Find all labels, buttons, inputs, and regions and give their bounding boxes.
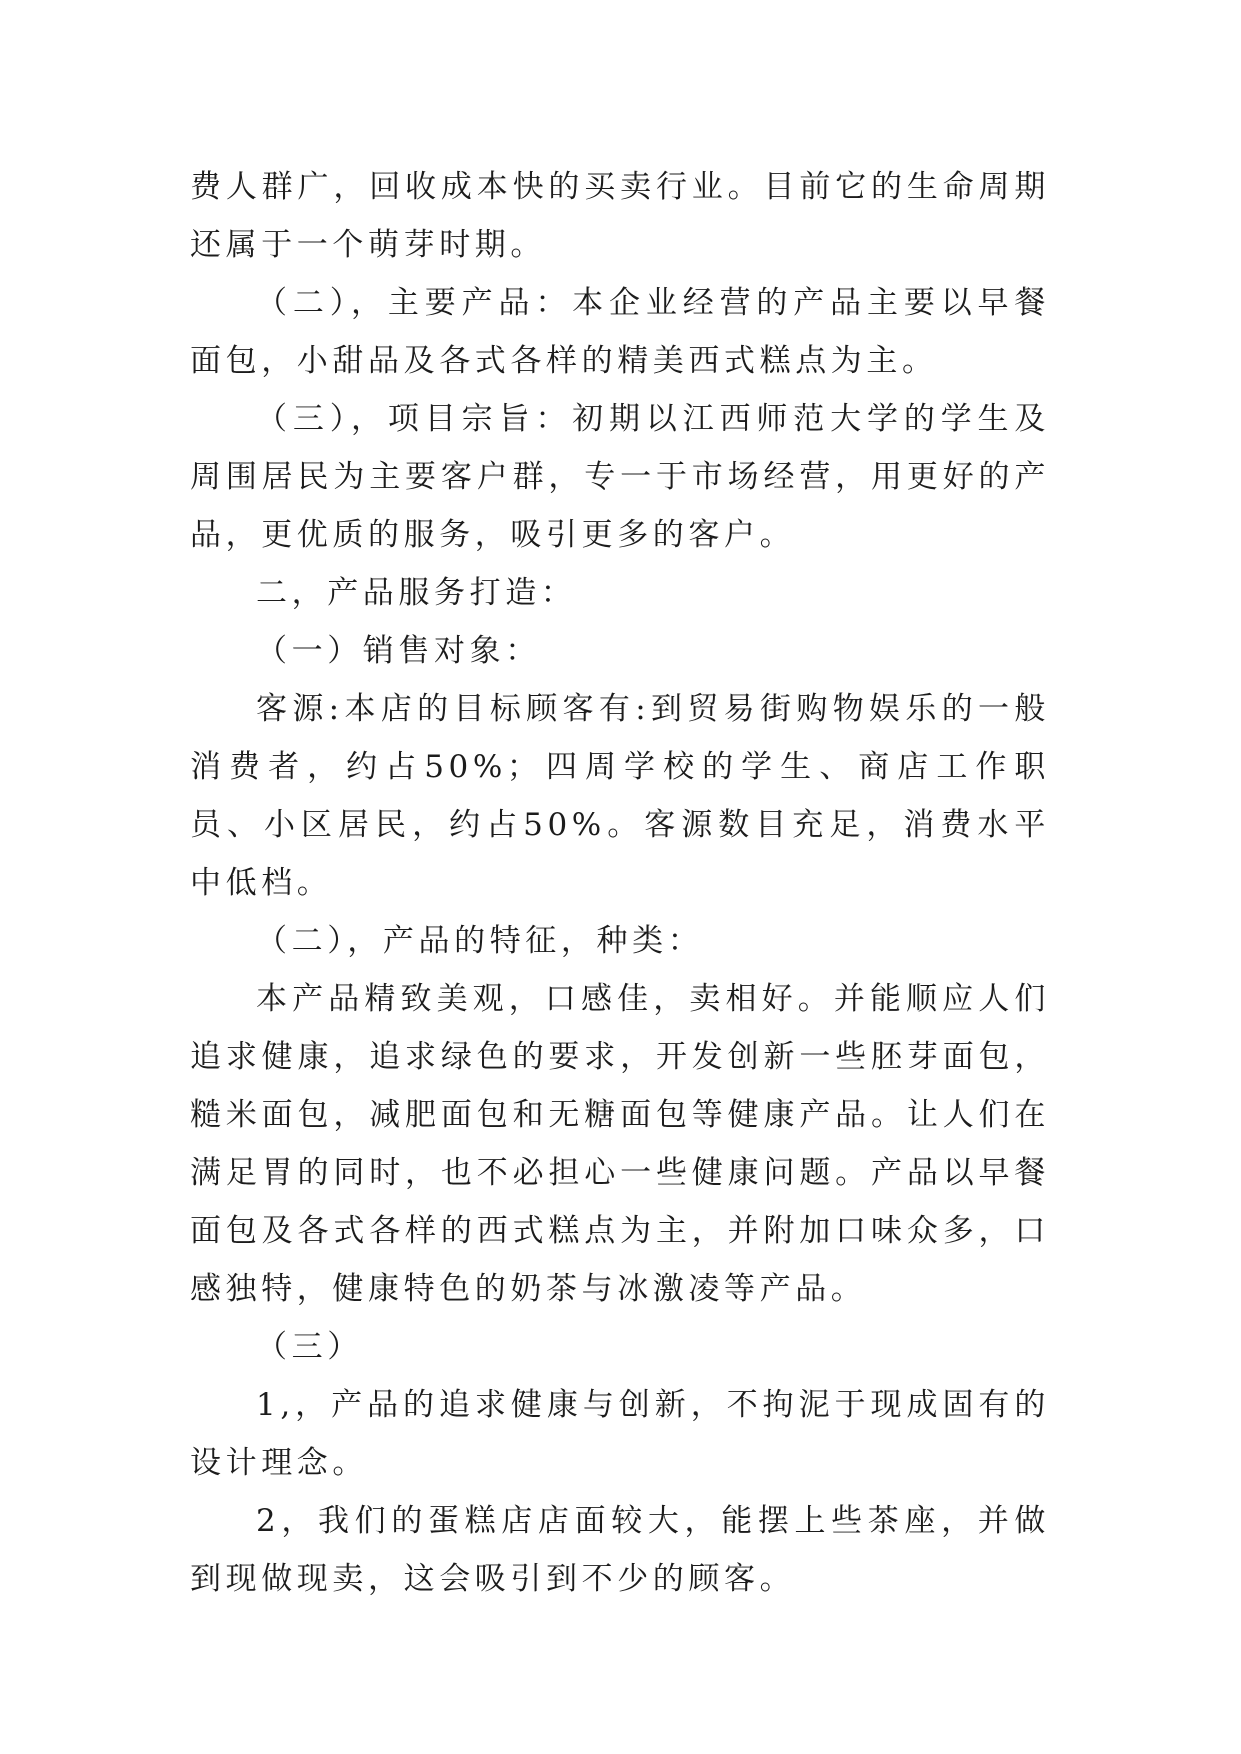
subheading-three: （三） <box>256 1329 363 1365</box>
subheading-sales-target: （一）销售对象： <box>256 633 541 669</box>
paragraph-main-products: （二），主要产品：本企业经营的产品主要以早餐面包，小甜品及各式各样的精美西式糕点为主。 <box>190 285 1050 379</box>
paragraph-project-purpose: （三），项目宗旨：初期以江西师范大学的学生及周围居民为主要客户群，专一于市场经营，用更好的产品，更优质的服务，吸引更多的客户。 <box>190 401 1050 553</box>
paragraph-customer-source: 客源:本店的目标顾客有:到贸易街购物娱乐的一般消费者，约占50%；四周学校的学生、商店工作职员、小区居民，约占50%。客源数目充足，消费水平中低档。 <box>190 691 1050 901</box>
list-item-2: 2，我们的蛋糕店店面较大，能摆上些茶座，并做到现做现卖，这会吸引到不少的顾客。 <box>190 1503 1050 1597</box>
subheading-product-features: （二），产品的特征，种类： <box>256 923 704 959</box>
section-heading-product-service: 二，产品服务打造： <box>256 575 577 611</box>
body-text <box>190 158 1050 1608</box>
list-item-1: 1,，产品的追求健康与创新，不拘泥于现成固有的设计理念。 <box>190 1387 1050 1481</box>
paragraph-continuation: 费人群广，回收成本快的买卖行业。目前它的生命周期还属于一个萌芽时期。 <box>190 169 1050 263</box>
paragraph-product-description: 本产品精致美观，口感佳，卖相好。并能顺应人们追求健康，追求绿色的要求，开发创新一些胚芽面包，糙米面包，减肥面包和无糖面包等健康产品。让人们在满足胃的同时，也不必担心一些健康问题。产品以早餐面包及各式各样的西式糕点为主，并附加口味众多，口感独特，健康特色的奶茶与冰激凌等产品。 <box>190 981 1050 1307</box>
